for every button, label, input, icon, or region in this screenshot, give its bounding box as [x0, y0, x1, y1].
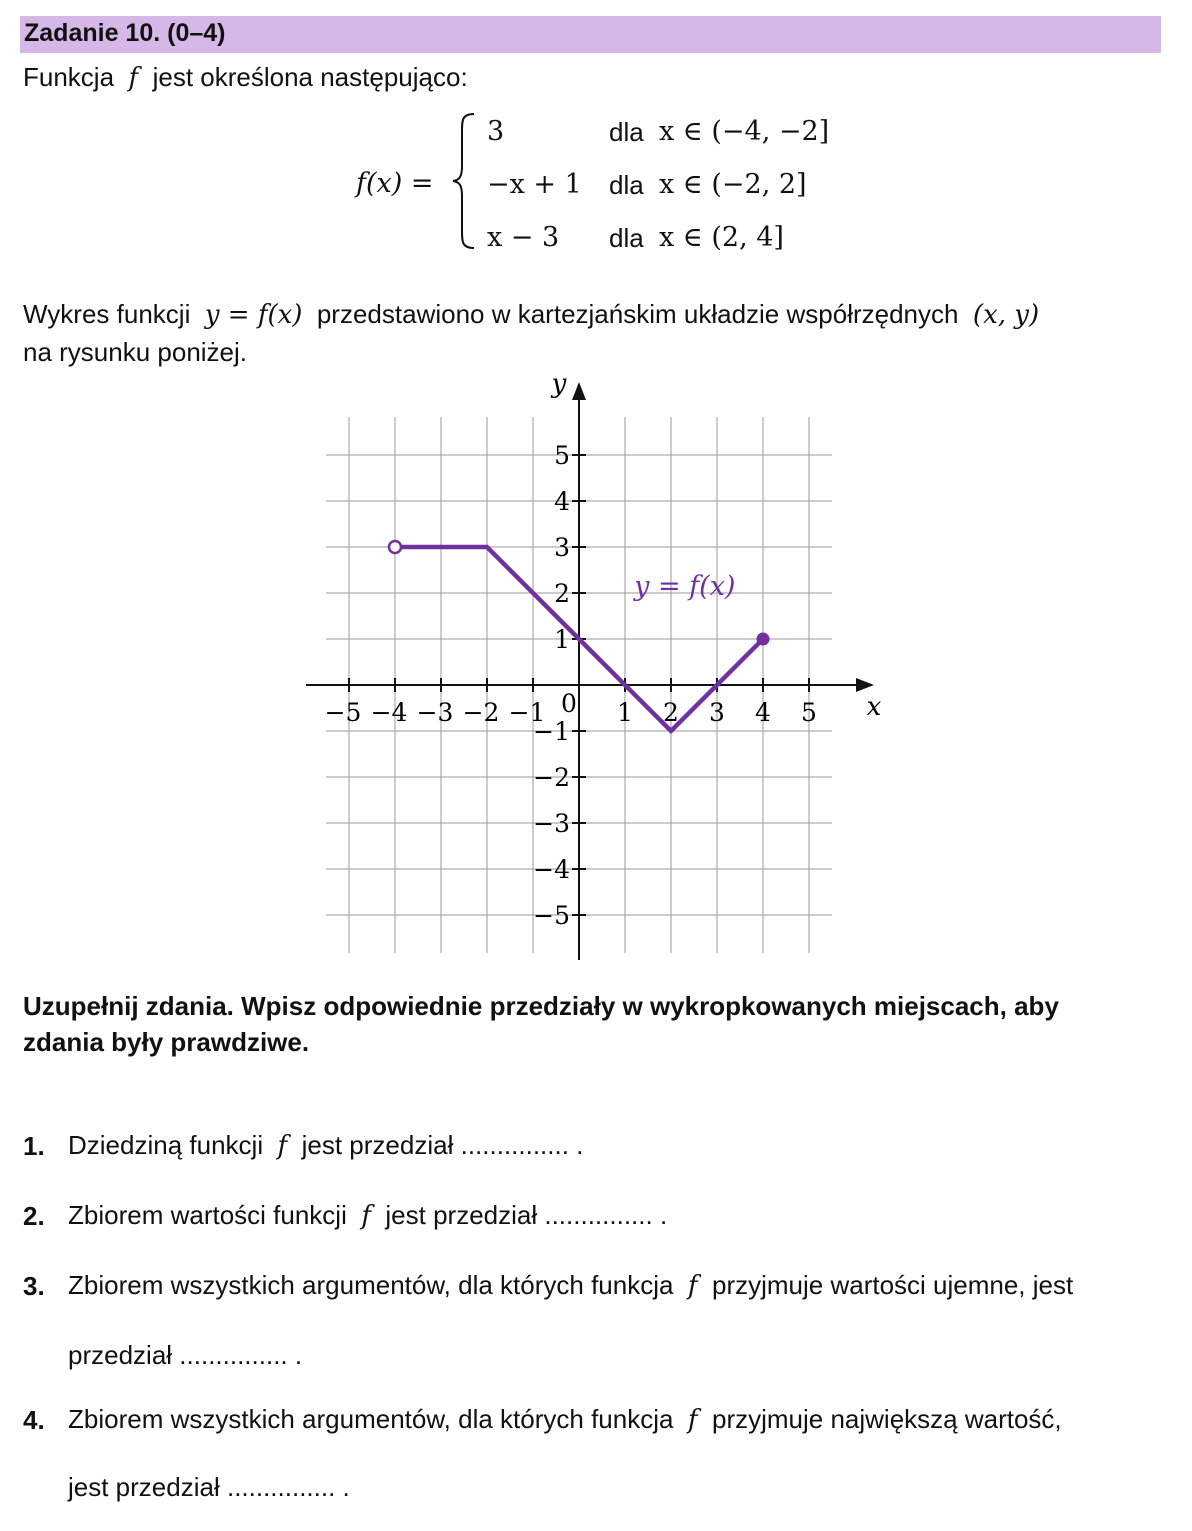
item-3-text: Zbiorem wszystkich argumentów, dla których funkcja f przyjmuje wartości ujemne, jest: [68, 1270, 1074, 1301]
x-tick-label: −1: [508, 698, 546, 727]
x-tick-label: 5: [801, 698, 817, 727]
item-4-blank[interactable]: ............... .: [226, 1472, 350, 1502]
case-1-domain: x ∈ (−4, −2]: [659, 116, 830, 147]
case-3-dla: dla: [609, 223, 644, 253]
y-tick-label: −1: [533, 717, 570, 746]
case-3-expr: x − 3: [487, 222, 560, 253]
x-tick-label: −3: [416, 698, 454, 727]
y-tick-label: −3: [533, 809, 570, 838]
case-2-dla: dla: [609, 170, 644, 200]
y-tick-label: 2: [554, 579, 570, 608]
item-2-text: Zbiorem wartości funkcji f jest przedział ............... .: [68, 1200, 668, 1231]
case-3-domain: x ∈ (2, 4]: [659, 222, 784, 253]
y-axis-label: y: [551, 369, 567, 399]
item-4-text: Zbiorem wszystkich argumentów, dla których funkcja f przyjmuje największą wartość,: [68, 1404, 1062, 1435]
item-1-blank[interactable]: ............... .: [460, 1130, 584, 1160]
y-tick-label: 1: [554, 625, 570, 654]
x-tick-label: 4: [755, 698, 771, 727]
instruction-line1: Uzupełnij zdania. Wpisz odpowiednie przedziały w wykropkowanych miejscach, aby: [23, 991, 1059, 1021]
item-1-number: 1.: [23, 1131, 45, 1161]
y-tick-label: −2: [533, 763, 570, 792]
case-1-expr: 3: [487, 116, 505, 147]
x-axis-label: x: [866, 692, 882, 722]
y-tick-label: −5: [533, 901, 570, 930]
x-tick-label: 1: [617, 698, 633, 727]
item-3-number: 3.: [23, 1271, 45, 1301]
task-title: Zadanie 10. (0–4): [24, 19, 226, 47]
formula-lhs: f(x) =: [356, 168, 434, 199]
instruction-line2: zdania były prawdziwe.: [23, 1027, 310, 1057]
y-tick-label: −4: [533, 855, 570, 884]
x-axis-arrow: [856, 678, 874, 692]
open-endpoint: [389, 541, 401, 553]
y-tick-label: 4: [554, 487, 570, 516]
item-1-text: Dziedziną funkcji f jest przedział ............... .: [68, 1130, 584, 1161]
item-4-number: 4.: [23, 1405, 45, 1435]
item-3-blank[interactable]: ............... .: [179, 1340, 303, 1370]
item-2-blank[interactable]: ............... .: [544, 1200, 668, 1230]
graph-description-line2: na rysunku poniżej.: [23, 337, 248, 367]
graph-description: Wykres funkcji y = f(x) przedstawiono w kartezjańskim układzie współrzędnych (x, y): [23, 299, 1040, 330]
closed-endpoint: [757, 633, 770, 646]
x-tick-label: −4: [370, 698, 408, 727]
item-4-continuation: jest przedział ............... .: [68, 1472, 350, 1502]
function-annotation: y = f(x): [634, 571, 736, 602]
x-tick-label: 3: [709, 698, 725, 727]
y-tick-label: 3: [554, 533, 570, 562]
item-3-continuation: przedział ............... .: [68, 1340, 303, 1370]
item-2-number: 2.: [23, 1201, 45, 1231]
x-tick-label: −5: [324, 698, 362, 727]
y-tick-label: 5: [554, 441, 570, 470]
origin-label: 0: [561, 689, 577, 718]
case-2-domain: x ∈ (−2, 2]: [659, 169, 807, 200]
case-2-expr: −x + 1: [487, 169, 582, 200]
x-tick-label: −2: [462, 698, 500, 727]
intro-text: Funkcja f jest określona następująco:: [23, 62, 468, 93]
case-1-dla: dla: [609, 117, 644, 147]
y-axis-arrow: [572, 382, 586, 400]
x-tick-label: 2: [663, 698, 679, 727]
